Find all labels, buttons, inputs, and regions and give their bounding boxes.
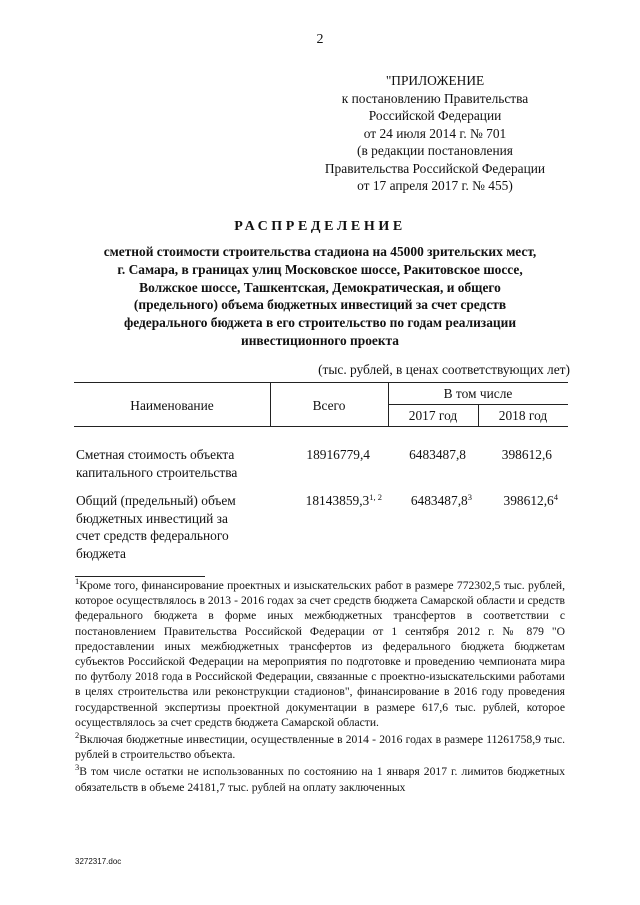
table-header-name: Наименование <box>130 398 214 413</box>
table-cell-2018 <box>478 492 558 510</box>
table-header-year-2017: 2017 год <box>408 408 458 423</box>
appendix-line: (в редакции постановления <box>357 143 513 158</box>
footnote-mark: 3 <box>75 762 80 773</box>
subtitle-line: федерального бюджета в его строительство по годам реализации <box>123 315 517 331</box>
row-name-line: Сметная стоимость объекта <box>76 447 235 462</box>
row-name-line: капитального строительства <box>76 464 238 480</box>
footnote-text: Кроме того, финансирование проектных и изыскательских работ в размере 772302,5 тыс. рублей, которое осуществлялось в 2013 - 2016 годах за счет средств бюджета Самарской области и средств федерального бюджета в форме иных межбюджетных трансфертов в соответствии с постановлением Правительства Российской Федерации от 1 сентября 2012 г. № 879 "О предоставлении иных межбюджетных трансфертов из федерального бюджета бюджетам субъектов Российской Федерации на мероприятия по подготовке и проведению чемпионата мира по футболу 2018 года в Российской Федерации, связанные с проектно-изыскательскими работами в целях строительства или реконструкции стадионов", финансирование в 2016 году проведения государственной экспертизы проектной документации в размере 617,6 тыс. рублей, которое осуществлялось за счет средств бюджета Самарской области. <box>75 579 565 729</box>
row-name-line: счет средств федерального <box>76 528 229 543</box>
footnote-text: Включая бюджетные инвестиции, осуществленные в 2014 - 2016 годах в размере 11261758,9 тыс. рублей в строительство объекта. <box>75 733 565 762</box>
table-cell-2017 <box>388 492 472 510</box>
table-header-including: В том числе <box>443 386 513 401</box>
appendix-line: Российской Федерации <box>368 108 502 123</box>
appendix-header <box>300 72 570 195</box>
appendix-line: от 24 июля 2014 г. № 701 <box>363 125 507 141</box>
subtitle-line: г. Самара, в границах улиц Московское шоссе, Ракитовское шоссе, <box>117 261 523 277</box>
table-row-name <box>76 492 270 562</box>
footnote-ref: 3 <box>467 492 472 502</box>
cell-value: 398612,6 <box>501 447 552 462</box>
table-header-bottom-border <box>74 426 568 427</box>
footnote-text: В том числе остатки не использованных по состоянию на 1 января 2017 г. лимитов бюджетных обязательств в объеме 24181,7 тыс. рублей на оплату заключенных <box>75 765 565 794</box>
footnotes <box>75 578 565 795</box>
page-number: 2 <box>316 32 324 47</box>
cell-value: 6483487,8 <box>409 447 466 462</box>
footnote-ref: 1, 2 <box>369 492 382 502</box>
table-cell-total <box>270 492 382 510</box>
units-note: (тыс. рублей, в ценах соответствующих лет) <box>318 362 570 377</box>
cell-value: 398612,6 <box>503 493 554 508</box>
footnote-separator <box>75 576 205 577</box>
cell-value: 18916779,4 <box>306 447 370 462</box>
table-header-total: Всего <box>312 398 346 413</box>
footnote-1 <box>75 578 565 730</box>
subtitle-line: (предельного) объема бюджетных инвестиций за счет средств <box>133 297 507 313</box>
subtitle-line: инвестиционного проекта <box>240 332 399 348</box>
table-top-border <box>74 382 568 383</box>
row-name-line: бюджетных инвестиций за <box>76 510 228 526</box>
document-title: РАСПРЕДЕЛЕНИЕ <box>234 219 406 234</box>
footnote-mark: 1 <box>75 576 80 586</box>
appendix-line: Правительства Российской Федерации <box>324 160 546 176</box>
footnote-2 <box>75 732 565 762</box>
file-code: 3272317.doc <box>75 857 122 866</box>
appendix-line: к постановлению Правительства <box>341 90 529 106</box>
document-subtitle <box>60 243 580 350</box>
row-name-line: бюджета <box>76 545 126 561</box>
footnote-3 <box>75 764 565 794</box>
table-cell-total <box>270 446 370 464</box>
subtitle-line: сметной стоимости строительства стадиона на 45000 зрительских мест, <box>103 244 537 259</box>
cell-value: 18143859,3 <box>305 493 370 508</box>
footnote-mark: 2 <box>75 730 80 741</box>
table-row-name <box>76 446 270 481</box>
cell-value: 6483487,8 <box>410 493 468 508</box>
subtitle-line: Волжское шоссе, Ташкентская, Демократическая, и общего <box>139 279 501 295</box>
table-header-year-2018: 2018 год <box>498 408 548 423</box>
appendix-line: "ПРИЛОЖЕНИЕ <box>385 73 485 88</box>
row-name-line: Общий (предельный) объем <box>76 493 236 508</box>
appendix-line: от 17 апреля 2017 г. № 455) <box>357 178 513 193</box>
footnote-ref: 4 <box>553 492 558 502</box>
table-cell-2018 <box>478 446 552 464</box>
table-cell-2017 <box>388 446 466 464</box>
